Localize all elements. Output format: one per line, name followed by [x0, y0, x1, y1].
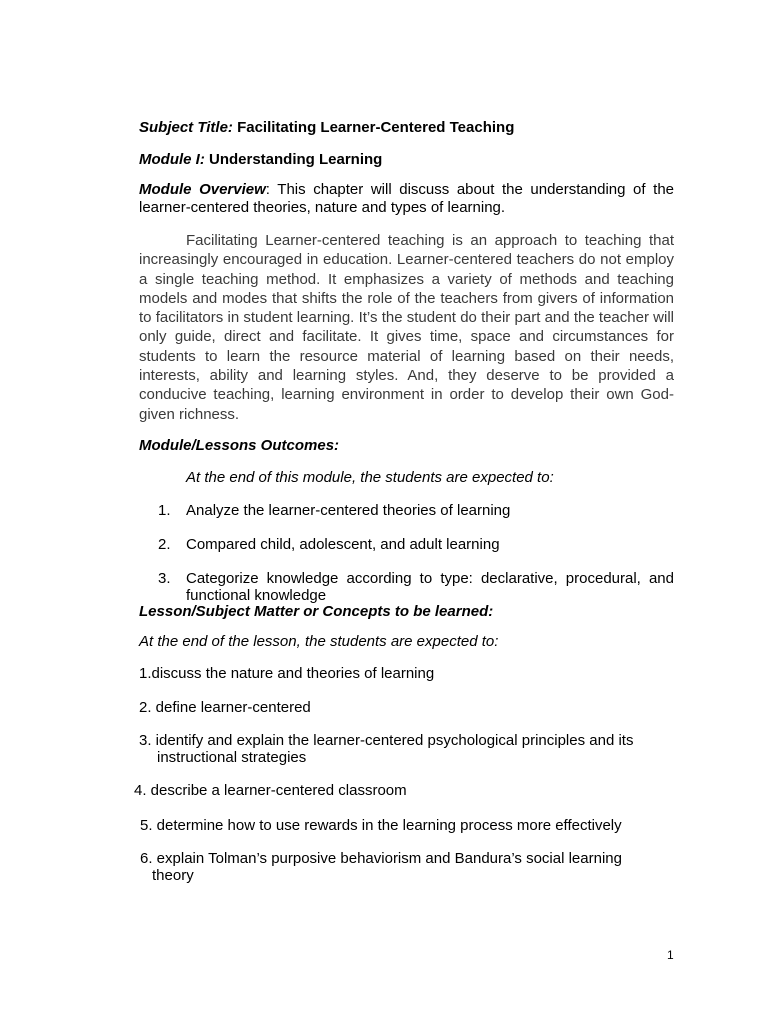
subject-title-value: Facilitating Learner-Centered Teaching [232, 119, 515, 136]
outcome-item-text: Categorize knowledge according to type: declarative, procedural, and functional knowledge [186, 570, 674, 604]
lesson-item-5 [140, 817, 622, 834]
outcome-item-number: 2. [158, 536, 171, 553]
subject-title-label: Subject Title: [139, 119, 233, 136]
page-number: 1 [667, 948, 674, 962]
lesson-item-text: 1.discuss the nature and theories of learning [139, 665, 435, 682]
lesson-item-3 [139, 732, 633, 766]
outcome-item-text: Compared child, adolescent, and adult learning [186, 536, 500, 553]
outcome-item-3 [158, 570, 674, 604]
outcome-item-1 [158, 502, 674, 519]
lesson-intro: At the end of the lesson, the students are expected to: [139, 633, 499, 650]
lesson-item-text: 5. determine how to use rewards in the learning process more effectively [140, 817, 622, 834]
outcomes-heading: Module/Lessons Outcomes: [139, 437, 340, 454]
lesson-item-continuation: instructional strategies [157, 749, 307, 766]
outcome-item-number: 3. [158, 570, 171, 587]
module-overview-text: : This chapter will discuss about the understanding of the learner-centered theories, nature and types of learning. [139, 181, 674, 216]
lesson-item-continuation: theory [152, 867, 194, 884]
module-title [139, 150, 382, 169]
lesson-item-1 [139, 665, 434, 682]
module-title-value: Understanding Learning [204, 151, 383, 168]
body-paragraph: Facilitating Learner-centered teaching is an approach to teaching that increasingly encouraged in education. Learner-centered teachers do not employ a single teaching method. It emphasizes a variety of methods and teaching models and modes that shifts the role of the teachers from givers of information to facilitators in student learning. It’s the student do their part and the teacher will only guide, direct and facilitate. It gives time, space and circumstances for students to learn the resource material of learning based on their needs, interests, ability and learning styles. And, they deserve to be provided a conducive teaching, learning environment in order to develop their own God-given richness. [139, 232, 674, 423]
outcome-item-2 [158, 536, 674, 553]
lesson-item-text: 6. explain Tolman’s purposive behaviorism and Bandura’s social learning [140, 850, 622, 867]
lesson-item-6 [140, 850, 622, 884]
lesson-heading: Lesson/Subject Matter or Concepts to be learned: [139, 603, 494, 620]
outcomes-intro: At the end of this module, the students are expected to: [186, 469, 554, 486]
lesson-item-text: 2. define learner-centered [139, 699, 311, 716]
subject-title [139, 118, 514, 137]
lesson-item-2 [139, 699, 311, 716]
lesson-item-text: 4. describe a learner-centered classroom [134, 782, 407, 799]
outcome-item-text: Analyze the learner-centered theories of learning [186, 502, 511, 519]
outcome-item-number: 1. [158, 502, 171, 519]
lesson-item-4 [134, 782, 407, 799]
module-title-label: Module I: [139, 151, 205, 168]
lesson-item-text: 3. identify and explain the learner-centered psychological principles and its [139, 732, 634, 749]
module-overview-label: Module Overview [139, 181, 266, 198]
module-overview [139, 181, 674, 217]
